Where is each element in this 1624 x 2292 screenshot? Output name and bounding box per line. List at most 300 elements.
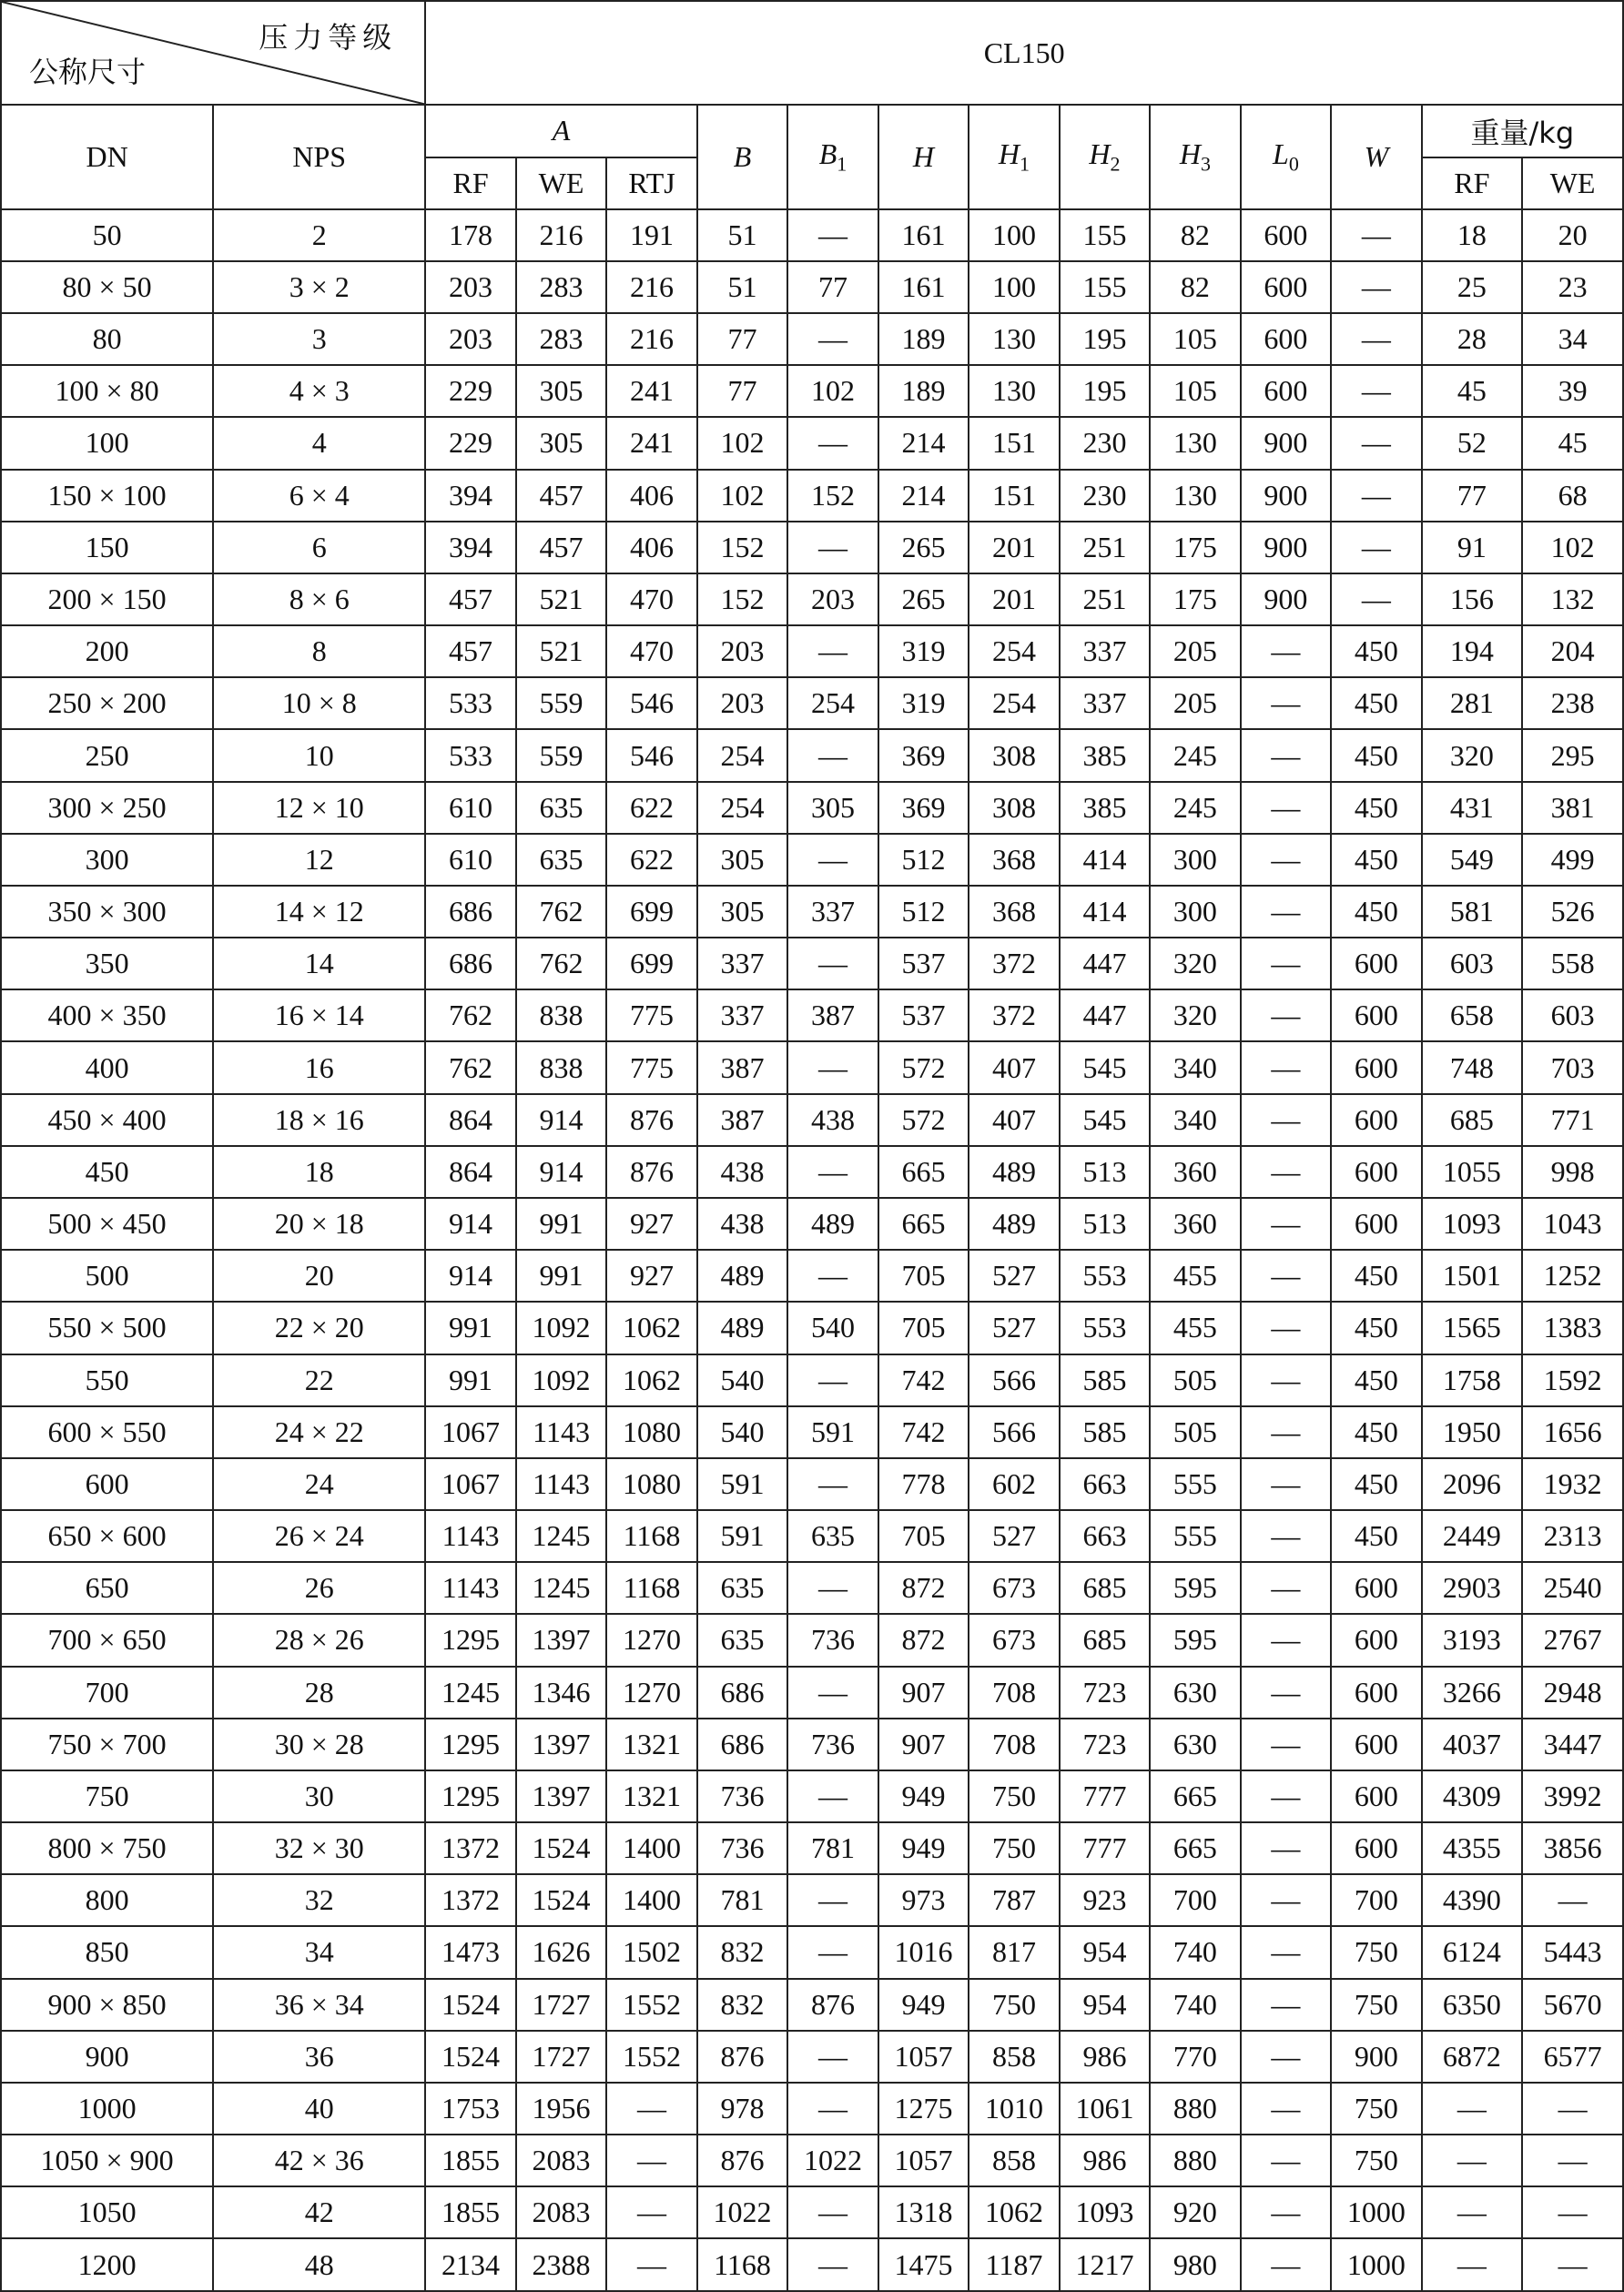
cell-h3: 740 xyxy=(1150,1979,1240,2031)
cell-w: 450 xyxy=(1331,1354,1421,1406)
cell-h3: 320 xyxy=(1150,989,1240,1041)
cell-weight-we: 102 xyxy=(1522,522,1623,573)
cell-dn: 80 xyxy=(1,313,213,365)
cell-a-we: 1397 xyxy=(516,1614,606,1666)
cell-h: 319 xyxy=(878,677,969,729)
cell-a-we: 1092 xyxy=(516,1354,606,1406)
cell-a-rtj: 927 xyxy=(606,1250,696,1302)
cell-nps: 4 × 3 xyxy=(213,365,425,417)
cell-a-rtj: 470 xyxy=(606,625,696,677)
cell-a-rf: 1372 xyxy=(425,1874,515,1926)
table-row xyxy=(1,1770,1623,1822)
cell-dn: 1050 xyxy=(1,2186,213,2238)
cell-weight-we: 5670 xyxy=(1522,1979,1623,2031)
cell-weight-we: 132 xyxy=(1522,573,1623,625)
cell-dn: 200 × 150 xyxy=(1,573,213,625)
cell-h2: 447 xyxy=(1060,989,1150,1041)
cell-h: 907 xyxy=(878,1667,969,1719)
cell-dn: 350 × 300 xyxy=(1,886,213,938)
cell-a-we: 1245 xyxy=(516,1510,606,1562)
cell-b1: 102 xyxy=(787,365,878,417)
cell-weight-we: 703 xyxy=(1522,1041,1623,1093)
cell-l0: — xyxy=(1241,1146,1331,1198)
cell-a-we: 2083 xyxy=(516,2135,606,2186)
cell-dn: 100 × 80 xyxy=(1,365,213,417)
cell-h3: 595 xyxy=(1150,1614,1240,1666)
cell-w: — xyxy=(1331,209,1421,261)
cell-a-we: 283 xyxy=(516,261,606,313)
cell-l0: — xyxy=(1241,1770,1331,1822)
cell-b1: — xyxy=(787,2031,878,2083)
cell-b1: — xyxy=(787,834,878,886)
cell-h2: 986 xyxy=(1060,2135,1150,2186)
table-row xyxy=(1,1250,1623,1302)
cell-h3: 455 xyxy=(1150,1302,1240,1354)
cell-a-rf: 1855 xyxy=(425,2135,515,2186)
l0-header: $L_0$ xyxy=(1241,105,1331,208)
cell-b: 337 xyxy=(697,989,787,1041)
cell-b: 438 xyxy=(697,1146,787,1198)
cell-a-rf: 2134 xyxy=(425,2238,515,2291)
table-row xyxy=(1,1979,1623,2031)
cell-a-we: 216 xyxy=(516,209,606,261)
cell-h3: 630 xyxy=(1150,1719,1240,1770)
cell-h3: 175 xyxy=(1150,522,1240,573)
cell-weight-rf: 4355 xyxy=(1422,1822,1523,1874)
cell-b1: 152 xyxy=(787,470,878,522)
cell-a-rtj: 241 xyxy=(606,365,696,417)
cell-nps: 10 × 8 xyxy=(213,677,425,729)
cell-a-we: 1346 xyxy=(516,1667,606,1719)
cell-h3: 245 xyxy=(1150,782,1240,834)
a-we-header: WE xyxy=(516,157,606,209)
cell-b1: — xyxy=(787,2186,878,2238)
cell-h2: 1093 xyxy=(1060,2186,1150,2238)
cell-weight-rf: 3266 xyxy=(1422,1667,1523,1719)
cell-h: 1016 xyxy=(878,1926,969,1978)
cell-h2: 155 xyxy=(1060,261,1150,313)
cell-h: 319 xyxy=(878,625,969,677)
cell-weight-rf: 320 xyxy=(1422,729,1523,781)
cell-h1: 787 xyxy=(969,1874,1059,1926)
cell-nps: 32 × 30 xyxy=(213,1822,425,1874)
cell-l0: — xyxy=(1241,1562,1331,1614)
cell-a-rf: 457 xyxy=(425,573,515,625)
cell-a-rtj: 699 xyxy=(606,938,696,989)
cell-a-rf: 686 xyxy=(425,938,515,989)
cell-b1: 254 xyxy=(787,677,878,729)
cell-h1: 602 xyxy=(969,1458,1059,1510)
cell-w: 450 xyxy=(1331,677,1421,729)
cell-dn: 700 × 650 xyxy=(1,1614,213,1666)
cell-h2: 1217 xyxy=(1060,2238,1150,2291)
cell-a-rtj: 406 xyxy=(606,470,696,522)
cell-dn: 900 xyxy=(1,2031,213,2083)
cell-dn: 450 × 400 xyxy=(1,1094,213,1146)
table-row xyxy=(1,1458,1623,1510)
table-row xyxy=(1,2031,1623,2083)
table-row xyxy=(1,1926,1623,1978)
cell-a-rtj: 1080 xyxy=(606,1406,696,1458)
cell-w: 450 xyxy=(1331,886,1421,938)
cell-h2: 545 xyxy=(1060,1041,1150,1093)
cell-h: 214 xyxy=(878,417,969,469)
cell-weight-rf: 4309 xyxy=(1422,1770,1523,1822)
cell-nps: 12 xyxy=(213,834,425,886)
cell-a-rf: 864 xyxy=(425,1094,515,1146)
cell-a-we: 1397 xyxy=(516,1770,606,1822)
a-rf-header: RF xyxy=(425,157,515,209)
table-row xyxy=(1,938,1623,989)
cell-b: 102 xyxy=(697,470,787,522)
cell-dn: 450 xyxy=(1,1146,213,1198)
cell-b1: — xyxy=(787,1667,878,1719)
cell-nps: 20 xyxy=(213,1250,425,1302)
cell-w: 750 xyxy=(1331,2083,1421,2135)
cell-nps: 30 xyxy=(213,1770,425,1822)
cell-a-rf: 1372 xyxy=(425,1822,515,1874)
cell-b1: 77 xyxy=(787,261,878,313)
cell-b1: — xyxy=(787,1146,878,1198)
cell-weight-we: 526 xyxy=(1522,886,1623,938)
cell-h2: 663 xyxy=(1060,1510,1150,1562)
cell-h: 665 xyxy=(878,1146,969,1198)
cell-h1: 254 xyxy=(969,625,1059,677)
cell-weight-rf: 685 xyxy=(1422,1094,1523,1146)
cell-h3: 920 xyxy=(1150,2186,1240,2238)
cell-b1: 387 xyxy=(787,989,878,1041)
cell-l0: — xyxy=(1241,1874,1331,1926)
cell-nps: 14 × 12 xyxy=(213,886,425,938)
cell-l0: — xyxy=(1241,2031,1331,2083)
cell-weight-rf: 25 xyxy=(1422,261,1523,313)
cell-h2: 513 xyxy=(1060,1198,1150,1250)
cell-dn: 350 xyxy=(1,938,213,989)
cell-h1: 527 xyxy=(969,1250,1059,1302)
diagonal-header-cell xyxy=(1,1,425,105)
cell-weight-we: 3447 xyxy=(1522,1719,1623,1770)
cell-nps: 10 xyxy=(213,729,425,781)
cell-b1: — xyxy=(787,2083,878,2135)
cell-weight-rf: 4390 xyxy=(1422,1874,1523,1926)
cell-h: 369 xyxy=(878,782,969,834)
cell-weight-rf: 18 xyxy=(1422,209,1523,261)
cell-b: 978 xyxy=(697,2083,787,2135)
cell-h2: 251 xyxy=(1060,522,1150,573)
cell-b1: 591 xyxy=(787,1406,878,1458)
cell-a-rf: 914 xyxy=(425,1198,515,1250)
cell-a-we: 914 xyxy=(516,1146,606,1198)
cell-weight-we: 998 xyxy=(1522,1146,1623,1198)
cell-h3: 880 xyxy=(1150,2135,1240,2186)
cell-a-rf: 1753 xyxy=(425,2083,515,2135)
cell-h: 742 xyxy=(878,1406,969,1458)
cell-dn: 200 xyxy=(1,625,213,677)
cell-nps: 24 × 22 xyxy=(213,1406,425,1458)
cell-h: 949 xyxy=(878,1822,969,1874)
cell-h1: 708 xyxy=(969,1667,1059,1719)
cell-h2: 385 xyxy=(1060,729,1150,781)
cell-dn: 250 × 200 xyxy=(1,677,213,729)
cell-weight-rf: 52 xyxy=(1422,417,1523,469)
cell-a-we: 305 xyxy=(516,365,606,417)
cell-l0: — xyxy=(1241,1354,1331,1406)
cell-w: 600 xyxy=(1331,1719,1421,1770)
cell-w: 600 xyxy=(1331,1041,1421,1093)
cell-weight-rf: 2903 xyxy=(1422,1562,1523,1614)
cell-h3: 555 xyxy=(1150,1458,1240,1510)
cell-a-rtj: 1552 xyxy=(606,2031,696,2083)
cell-weight-rf: 1055 xyxy=(1422,1146,1523,1198)
cell-b1: 489 xyxy=(787,1198,878,1250)
cell-a-rf: 1295 xyxy=(425,1719,515,1770)
cell-b: 832 xyxy=(697,1979,787,2031)
cell-b: 203 xyxy=(697,677,787,729)
table-row xyxy=(1,625,1623,677)
cell-b1: 305 xyxy=(787,782,878,834)
a-rtj-header: RTJ xyxy=(606,157,696,209)
cell-weight-we: — xyxy=(1522,1874,1623,1926)
cell-h1: 527 xyxy=(969,1302,1059,1354)
cell-h1: 708 xyxy=(969,1719,1059,1770)
cell-nps: 16 xyxy=(213,1041,425,1093)
cell-l0: — xyxy=(1241,1302,1331,1354)
cell-a-rf: 229 xyxy=(425,365,515,417)
class-value: CL150 xyxy=(425,1,1623,105)
cell-b: 540 xyxy=(697,1406,787,1458)
table-row xyxy=(1,1562,1623,1614)
cell-dn: 400 × 350 xyxy=(1,989,213,1041)
cell-h: 1475 xyxy=(878,2238,969,2291)
cell-h3: 665 xyxy=(1150,1822,1240,1874)
cell-h2: 251 xyxy=(1060,573,1150,625)
cell-weight-rf: 28 xyxy=(1422,313,1523,365)
cell-h2: 986 xyxy=(1060,2031,1150,2083)
cell-w: 450 xyxy=(1331,782,1421,834)
cell-weight-rf: 91 xyxy=(1422,522,1523,573)
cell-b1: — xyxy=(787,209,878,261)
table-row xyxy=(1,261,1623,313)
cell-h2: 585 xyxy=(1060,1354,1150,1406)
table-row xyxy=(1,1874,1623,1926)
cell-w: 600 xyxy=(1331,1094,1421,1146)
cell-nps: 36 × 34 xyxy=(213,1979,425,2031)
cell-w: 750 xyxy=(1331,1979,1421,2031)
cell-w: 450 xyxy=(1331,1406,1421,1458)
cell-weight-rf: — xyxy=(1422,2135,1523,2186)
cell-h: 537 xyxy=(878,938,969,989)
cell-weight-rf: 581 xyxy=(1422,886,1523,938)
cell-weight-we: 20 xyxy=(1522,209,1623,261)
h1-header: $H_1$ xyxy=(969,105,1059,208)
cell-h: 1057 xyxy=(878,2135,969,2186)
cell-a-rtj: 1168 xyxy=(606,1562,696,1614)
cell-nps: 32 xyxy=(213,1874,425,1926)
cell-w: 450 xyxy=(1331,834,1421,886)
cell-a-rtj: 1400 xyxy=(606,1874,696,1926)
cell-weight-rf: 2096 xyxy=(1422,1458,1523,1510)
cell-h1: 489 xyxy=(969,1146,1059,1198)
cell-a-rf: 991 xyxy=(425,1354,515,1406)
cell-h2: 385 xyxy=(1060,782,1150,834)
cell-w: — xyxy=(1331,313,1421,365)
cell-h3: 360 xyxy=(1150,1198,1240,1250)
cell-h: 161 xyxy=(878,261,969,313)
cell-weight-rf: 1093 xyxy=(1422,1198,1523,1250)
cell-b: 77 xyxy=(697,313,787,365)
cell-w: 1000 xyxy=(1331,2238,1421,2291)
cell-dn: 800 × 750 xyxy=(1,1822,213,1874)
cell-h3: 245 xyxy=(1150,729,1240,781)
cell-a-rtj: 1080 xyxy=(606,1458,696,1510)
cell-h3: 130 xyxy=(1150,417,1240,469)
cell-h: 265 xyxy=(878,573,969,625)
cell-dn: 600 xyxy=(1,1458,213,1510)
cell-l0: — xyxy=(1241,1822,1331,1874)
cell-weight-rf: 1565 xyxy=(1422,1302,1523,1354)
cell-a-we: 838 xyxy=(516,989,606,1041)
cell-l0: — xyxy=(1241,677,1331,729)
cell-weight-we: 45 xyxy=(1522,417,1623,469)
cell-nps: 6 xyxy=(213,522,425,573)
cell-weight-we: 5443 xyxy=(1522,1926,1623,1978)
cell-a-we: 1524 xyxy=(516,1874,606,1926)
cell-b1: — xyxy=(787,1770,878,1822)
cell-a-rf: 610 xyxy=(425,834,515,886)
cell-dn: 400 xyxy=(1,1041,213,1093)
cell-b: 1022 xyxy=(697,2186,787,2238)
cell-a-rf: 1295 xyxy=(425,1770,515,1822)
cell-dn: 650 × 600 xyxy=(1,1510,213,1562)
cell-l0: — xyxy=(1241,1614,1331,1666)
cell-h2: 585 xyxy=(1060,1406,1150,1458)
cell-weight-we: — xyxy=(1522,2238,1623,2291)
cell-dn: 250 xyxy=(1,729,213,781)
cell-h2: 954 xyxy=(1060,1979,1150,2031)
w-header: W xyxy=(1331,105,1421,208)
cell-a-rf: 610 xyxy=(425,782,515,834)
cell-a-rf: 1143 xyxy=(425,1562,515,1614)
cell-h: 907 xyxy=(878,1719,969,1770)
cell-weight-we: 23 xyxy=(1522,261,1623,313)
cell-l0: — xyxy=(1241,1926,1331,1978)
cell-h2: 230 xyxy=(1060,470,1150,522)
cell-h: 512 xyxy=(878,834,969,886)
cell-b: 876 xyxy=(697,2031,787,2083)
cell-h: 1318 xyxy=(878,2186,969,2238)
cell-h: 189 xyxy=(878,365,969,417)
table-row xyxy=(1,209,1623,261)
cell-weight-rf: 4037 xyxy=(1422,1719,1523,1770)
cell-nps: 26 xyxy=(213,1562,425,1614)
cell-a-rf: 203 xyxy=(425,261,515,313)
cell-l0: — xyxy=(1241,1510,1331,1562)
cell-weight-we: — xyxy=(1522,2083,1623,2135)
cell-l0: — xyxy=(1241,1041,1331,1093)
cell-h3: 130 xyxy=(1150,470,1240,522)
cell-h2: 553 xyxy=(1060,1250,1150,1302)
cell-b1: 438 xyxy=(787,1094,878,1146)
table-row xyxy=(1,1094,1623,1146)
cell-h1: 673 xyxy=(969,1562,1059,1614)
cell-a-rtj: — xyxy=(606,2135,696,2186)
cell-a-we: 2388 xyxy=(516,2238,606,2291)
cell-b: 438 xyxy=(697,1198,787,1250)
cell-a-we: 1524 xyxy=(516,1822,606,1874)
cell-a-rtj: — xyxy=(606,2186,696,2238)
cell-nps: 4 xyxy=(213,417,425,469)
table-row xyxy=(1,1667,1623,1719)
cell-h1: 407 xyxy=(969,1041,1059,1093)
cell-b: 305 xyxy=(697,886,787,938)
cell-h3: 700 xyxy=(1150,1874,1240,1926)
cell-h3: 665 xyxy=(1150,1770,1240,1822)
cell-nps: 30 × 28 xyxy=(213,1719,425,1770)
a-group-header: A xyxy=(425,105,696,157)
cell-a-rtj: 470 xyxy=(606,573,696,625)
cell-l0: — xyxy=(1241,729,1331,781)
cell-b: 635 xyxy=(697,1562,787,1614)
cell-a-we: 762 xyxy=(516,938,606,989)
table-row xyxy=(1,365,1623,417)
cell-h1: 130 xyxy=(969,365,1059,417)
cell-a-rtj: 876 xyxy=(606,1094,696,1146)
cell-dn: 150 × 100 xyxy=(1,470,213,522)
cell-a-rf: 229 xyxy=(425,417,515,469)
cell-weight-we: 2948 xyxy=(1522,1667,1623,1719)
b1-header: $B_1$ xyxy=(787,105,878,208)
h-header: H xyxy=(878,105,969,208)
cell-dn: 300 × 250 xyxy=(1,782,213,834)
cell-b: 1168 xyxy=(697,2238,787,2291)
cell-b1: 876 xyxy=(787,1979,878,2031)
cell-weight-we: 1656 xyxy=(1522,1406,1623,1458)
table-row xyxy=(1,1406,1623,1458)
cell-h2: 545 xyxy=(1060,1094,1150,1146)
cell-l0: — xyxy=(1241,782,1331,834)
cell-h1: 858 xyxy=(969,2135,1059,2186)
cell-b1: — xyxy=(787,625,878,677)
cell-h2: 414 xyxy=(1060,886,1150,938)
cell-h2: 777 xyxy=(1060,1822,1150,1874)
cell-nps: 48 xyxy=(213,2238,425,2291)
cell-a-rtj: 1270 xyxy=(606,1667,696,1719)
cell-w: — xyxy=(1331,522,1421,573)
cell-nps: 3 xyxy=(213,313,425,365)
cell-h: 1275 xyxy=(878,2083,969,2135)
cell-h1: 566 xyxy=(969,1354,1059,1406)
cell-l0: 900 xyxy=(1241,470,1331,522)
cell-h1: 817 xyxy=(969,1926,1059,1978)
cell-w: 600 xyxy=(1331,1667,1421,1719)
cell-a-we: 1956 xyxy=(516,2083,606,2135)
cell-b1: 781 xyxy=(787,1822,878,1874)
cell-b1: 203 xyxy=(787,573,878,625)
cell-w: — xyxy=(1331,470,1421,522)
cell-b: 305 xyxy=(697,834,787,886)
cell-a-rf: 762 xyxy=(425,1041,515,1093)
cell-a-rf: 1855 xyxy=(425,2186,515,2238)
cell-h3: 555 xyxy=(1150,1510,1240,1562)
cell-w: 450 xyxy=(1331,1302,1421,1354)
cell-b: 686 xyxy=(697,1719,787,1770)
cell-dn: 900 × 850 xyxy=(1,1979,213,2031)
table-row xyxy=(1,2186,1623,2238)
cell-b1: — xyxy=(787,1354,878,1406)
cell-a-rtj: 876 xyxy=(606,1146,696,1198)
cell-h3: 105 xyxy=(1150,365,1240,417)
cell-a-we: 1092 xyxy=(516,1302,606,1354)
